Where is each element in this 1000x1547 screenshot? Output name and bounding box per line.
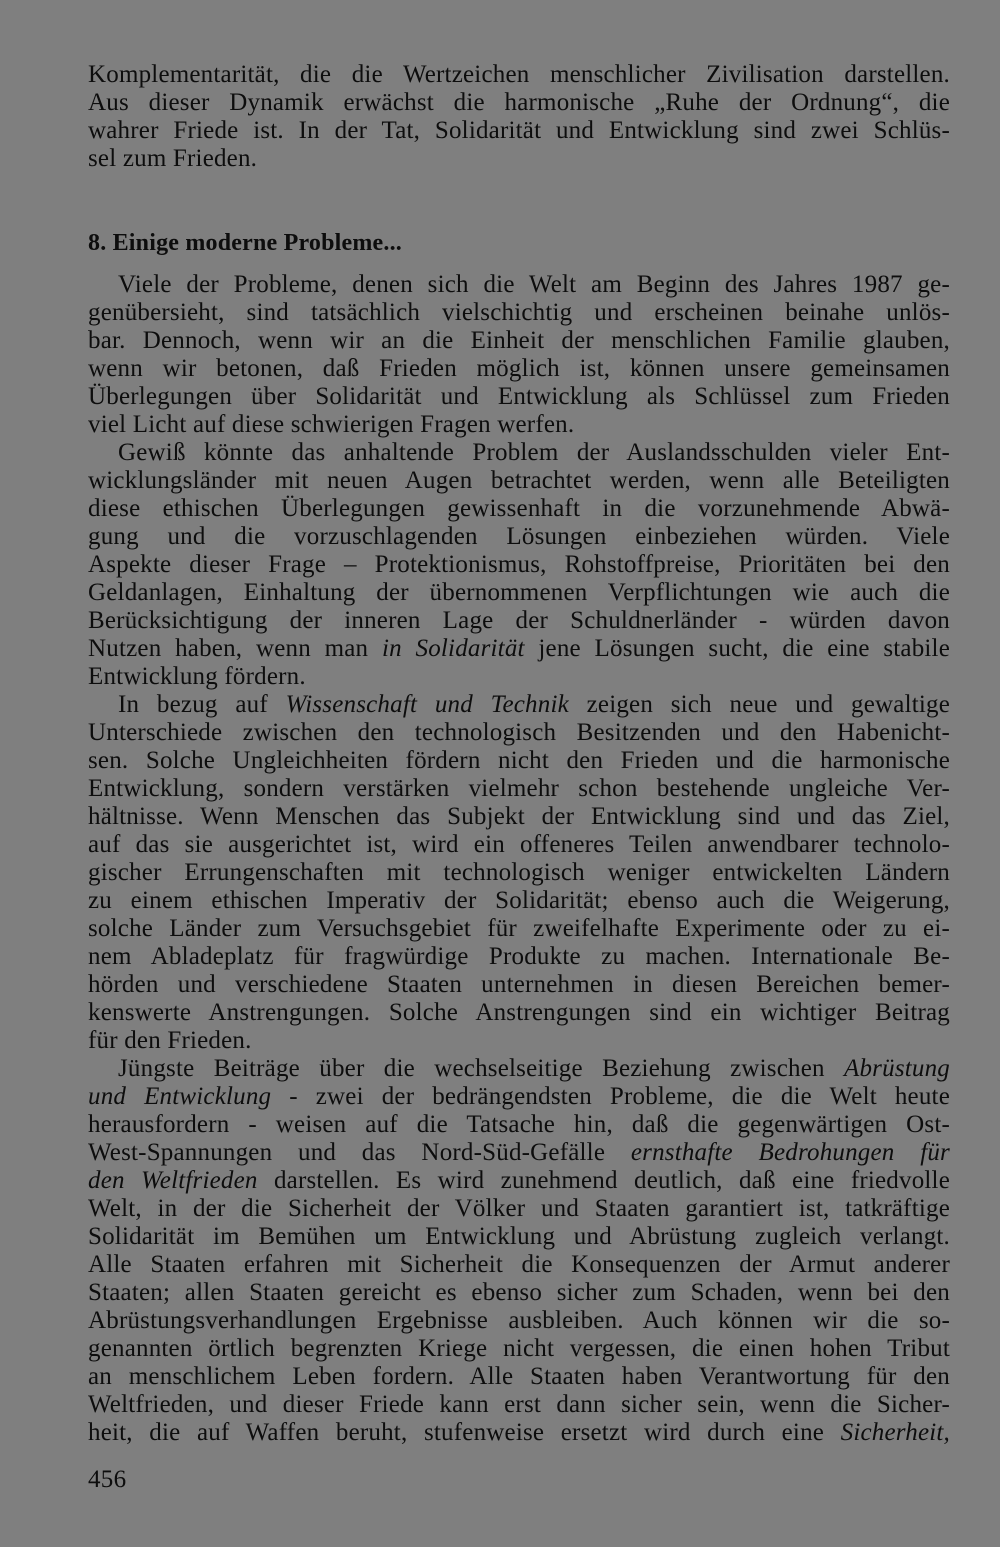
text-line [88, 1055, 950, 1083]
text-line [88, 1111, 950, 1139]
text-run: sel zum Frieden. [88, 145, 258, 172]
paragraph [88, 439, 950, 691]
text-line [88, 1195, 950, 1223]
text-run: gung und die vorzuschlagenden Lösungen einbeziehen würden. Viele [88, 523, 950, 550]
text-run: sen. Solche Ungleichheiten fördern nicht den Frieden und die harmonische [88, 747, 950, 774]
text-line [88, 467, 950, 495]
text-run: gischer Errungenschaften mit technologisch weniger entwickelten Ländern [88, 859, 950, 886]
text-line [88, 747, 950, 775]
text-run: Abrüstungsverhandlungen Ergebnisse ausbleiben. Auch können wir die so- [88, 1307, 950, 1334]
text-run: für den Frieden. [88, 1027, 252, 1054]
text-run: wenn wir betonen, daß Frieden möglich ist, können unsere gemeinsamen [88, 355, 950, 382]
text-run: nem Abladeplatz für fragwürdige Produkte zu machen. Internationale Be- [88, 943, 950, 970]
text-line [88, 299, 950, 327]
italic-text: den Weltfrieden [88, 1167, 258, 1194]
text-line [88, 495, 950, 523]
text-line [88, 971, 950, 999]
text-run: wahrer Friede ist. In der Tat, Solidarität und Entwicklung sind zwei Schlüs- [88, 117, 950, 144]
text-run: jene Lösungen sucht, die eine stabile [524, 635, 950, 662]
italic-text: Sicherheit, [840, 1419, 950, 1446]
text-run: Unterschiede zwischen den technologisch Besitzenden und den Habenicht- [88, 719, 950, 746]
paragraph [88, 691, 950, 1055]
text-line [88, 551, 950, 579]
text-run: heit, die auf Waffen beruht, stufenweise ersetzt wird durch eine [88, 1419, 841, 1446]
text-run: Welt, in der die Sicherheit der Völker und Staaten garantiert ist, tatkräftige [88, 1195, 950, 1222]
continued-paragraph [88, 61, 950, 173]
text-line [88, 803, 950, 831]
italic-text: Wissenschaft und Technik [285, 691, 569, 718]
text-line [88, 1307, 950, 1335]
paragraph [88, 271, 950, 439]
text-run: Staaten; allen Staaten gereicht es ebenso sicher zum Schaden, wenn bei den [88, 1279, 950, 1306]
text-line [88, 523, 950, 551]
text-line [88, 663, 950, 691]
text-run: zeigen sich neue und gewaltige [568, 691, 950, 718]
text-run: Komplementarität, die die Wertzeichen menschlicher Zivilisation darstellen. [88, 61, 950, 88]
text-run: Gewiß könnte das anhaltende Problem der Auslandsschulden vieler Ent- [118, 439, 950, 466]
text-line [88, 859, 950, 887]
text-line [88, 775, 950, 803]
text-run: Entwicklung fördern. [88, 663, 306, 690]
text-run: Viele der Probleme, denen sich die Welt am Beginn des Jahres 1987 ge- [118, 271, 950, 298]
text-run: Alle Staaten erfahren mit Sicherheit die Konsequenzen der Armut anderer [88, 1251, 950, 1278]
text-run: genannten örtlich begrenzten Kriege nicht vergessen, die einen hohen Tribut [88, 1335, 950, 1362]
text-line [88, 411, 950, 439]
text-run: Berücksichtigung der inneren Lage der Schuldnerländer - würden davon [88, 607, 950, 634]
text-run: herausfordern - weisen auf die Tatsache hin, daß die gegenwärtigen Ost- [88, 1111, 950, 1138]
text-run: West-Spannungen und das Nord-Süd-Gefälle [88, 1139, 631, 1166]
text-line [88, 1223, 950, 1251]
italic-text: in Solidarität [381, 635, 525, 662]
text-run: Weltfrieden, und dieser Friede kann erst dann sicher sein, wenn die Sicher- [88, 1391, 950, 1418]
text-line [88, 271, 950, 299]
text-line [88, 383, 950, 411]
text-run: viel Licht auf diese schwierigen Fragen werfen. [88, 411, 575, 438]
italic-text: ernsthafte Bedrohungen für [630, 1139, 950, 1166]
text-run: Geldanlagen, Einhaltung der übernommenen Verpflichtungen wie auch die [88, 579, 950, 606]
text-line [88, 1139, 950, 1167]
text-line [88, 691, 950, 719]
text-line [88, 1251, 950, 1279]
text-line [88, 1419, 950, 1447]
text-line [88, 635, 950, 663]
text-run: hältnisse. Wenn Menschen das Subjekt der Entwicklung sind und das Ziel, [88, 803, 950, 830]
paragraph [88, 1055, 950, 1447]
text-line [88, 145, 950, 173]
text-run: genübersieht, sind tatsächlich vielschichtig und erscheinen beinahe unlös- [88, 299, 950, 326]
text-run: Überlegungen über Solidarität und Entwicklung als Schlüssel zum Frieden [88, 383, 950, 410]
text-line [88, 999, 950, 1027]
text-run: hörden und verschiedene Staaten unternehmen in diesen Bereichen bemer- [88, 971, 950, 998]
text-line [88, 117, 950, 145]
text-run: Nutzen haben, wenn man [88, 635, 382, 662]
text-run: zu einem ethischen Imperativ der Solidarität; ebenso auch die Weigerung, [88, 887, 950, 914]
text-line [88, 327, 950, 355]
text-line [88, 607, 950, 635]
text-line [88, 1167, 950, 1195]
text-run: In bezug auf [118, 691, 286, 718]
text-run: diese ethischen Überlegungen gewissenhaft in die vorzunehmende Abwä- [88, 495, 950, 522]
text-line [88, 915, 950, 943]
italic-text: und Entwicklung [88, 1083, 272, 1110]
text-run: - zwei der bedrängendsten Probleme, die die Welt heute [271, 1083, 950, 1110]
text-line [88, 439, 950, 467]
text-run: auf das sie ausgerichtet ist, wird ein offeneres Teilen anwendbarer technolo- [88, 831, 950, 858]
text-run: Aus dieser Dynamik erwächst die harmonische „Ruhe der Ordnung“, die [88, 89, 950, 116]
text-run: Entwicklung, sondern verstärken vielmehr schon bestehende ungleiche Ver- [88, 775, 950, 802]
text-line [88, 1279, 950, 1307]
text-line [88, 943, 950, 971]
text-run: wicklungsländer mit neuen Augen betrachtet werden, wenn alle Beteiligten [88, 467, 950, 494]
text-line [88, 89, 950, 117]
text-run: solche Länder zum Versuchsgebiet für zweifelhafte Experimente oder zu ei- [88, 915, 950, 942]
text-line [88, 1335, 950, 1363]
text-line [88, 1027, 950, 1055]
text-line [88, 719, 950, 747]
text-run: Jüngste Beiträge über die wechselseitige Beziehung zwischen [118, 1055, 845, 1082]
text-run: Solidarität im Bemühen um Entwicklung und Abrüstung zugleich verlangt. [88, 1223, 950, 1250]
text-line [88, 355, 950, 383]
text-line [88, 831, 950, 859]
text-line [88, 887, 950, 915]
text-line [88, 1083, 950, 1111]
text-run: Aspekte dieser Frage – Protektionismus, Rohstoffpreise, Prioritäten bei den [88, 551, 950, 578]
section-heading: 8. Einige moderne Probleme... [88, 230, 402, 256]
page-number: 456 [88, 1466, 127, 1493]
text-line [88, 61, 950, 89]
text-line [88, 1391, 950, 1419]
text-run: darstellen. Es wird zunehmend deutlich, daß eine friedvolle [257, 1167, 950, 1194]
italic-text: Abrüstung [844, 1055, 950, 1082]
text-line [88, 579, 950, 607]
text-run: bar. Dennoch, wenn wir an die Einheit der menschlichen Familie glauben, [88, 327, 950, 354]
section-body [88, 271, 950, 1447]
text-run: kenswerte Anstrengungen. Solche Anstrengungen sind ein wichtiger Beitrag [88, 999, 950, 1026]
text-run: an menschlichem Leben fordern. Alle Staaten haben Verantwortung für den [88, 1363, 950, 1390]
text-line [88, 1363, 950, 1391]
